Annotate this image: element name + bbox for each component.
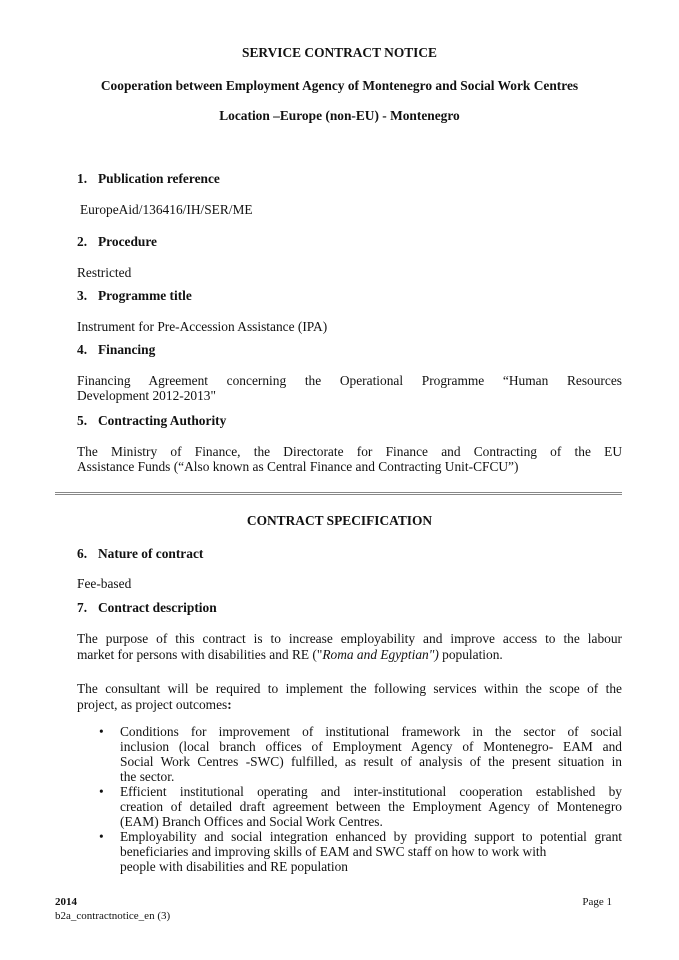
text-run: population.	[438, 647, 503, 662]
financing-line-2: Development 2012-2013"	[77, 388, 216, 403]
financing-line-1: Financing Agreement concerning the Operational Programme “Human Resources	[77, 373, 622, 388]
list-item-line: (EAM) Branch Offices and Social Work Centres.	[120, 814, 383, 829]
publication-reference-value: EuropeAid/136416/IH/SER/ME	[80, 202, 253, 217]
text-run: project, as project outcomes	[77, 697, 228, 712]
section-heading-contracting-authority	[77, 413, 226, 428]
section-heading-financing	[77, 342, 155, 357]
section-heading-contract-description	[77, 600, 217, 615]
programme-title-value: Instrument for Pre-Accession Assistance (IPA)	[77, 319, 328, 334]
list-item-line: the sector.	[120, 769, 175, 784]
section-number: 1.	[77, 171, 88, 186]
section-title: Publication reference	[98, 171, 220, 186]
document-subtitle: Cooperation between Employment Agency of Montenegro and Social Work Centres	[100, 78, 579, 93]
list-item-line: creation of detailed draft agreement between the Employment Agency of Montenegro	[120, 799, 622, 814]
document-location: Location –Europe (non-EU) - Montenegro	[219, 108, 460, 123]
description-para-2-line-1: The consultant will be required to implement the following services within the scope of the	[77, 681, 622, 696]
section-number: 4.	[77, 342, 88, 357]
section-number: 7.	[77, 600, 88, 615]
list-item-line: Efficient institutional operating and inter-institutional cooperation established by	[120, 784, 622, 799]
text-run-bold: :	[227, 697, 232, 712]
section-heading-procedure	[77, 234, 157, 249]
nature-of-contract-value: Fee-based	[77, 576, 132, 591]
list-item	[77, 724, 622, 784]
outcomes-list	[77, 724, 622, 874]
description-para-1-line-1: The purpose of this contract is to increase employability and improve access to the labour	[77, 631, 622, 646]
footer-year: 2014	[55, 896, 77, 908]
section-title: Contract description	[98, 600, 217, 615]
section-heading-programme-title	[77, 288, 192, 303]
contracting-authority-line-1: The Ministry of Finance, the Directorate for Finance and Contracting of the EU	[77, 444, 622, 459]
section-divider	[55, 492, 622, 495]
section-heading-nature-of-contract	[77, 546, 203, 561]
section-title: Nature of contract	[98, 546, 204, 561]
section-title: Contracting Authority	[98, 413, 227, 428]
section-number: 2.	[77, 234, 88, 249]
footer-page-number: Page 1	[582, 896, 612, 908]
section-number: 3.	[77, 288, 88, 303]
section-title: Programme title	[98, 288, 192, 303]
section-title: Financing	[98, 342, 156, 357]
document-title: SERVICE CONTRACT NOTICE	[242, 45, 437, 60]
text-run-italic: Roma and Egyptian")	[322, 647, 439, 662]
contract-specification-title: CONTRACT SPECIFICATION	[246, 513, 433, 528]
procedure-value: Restricted	[77, 265, 132, 280]
bullet-icon: •	[99, 829, 104, 844]
section-number: 5.	[77, 413, 88, 428]
section-title: Procedure	[98, 234, 158, 249]
list-item	[77, 829, 622, 874]
list-item-line: Employability and social integration enhanced by providing support to potential grant	[120, 829, 622, 844]
list-item-line: Conditions for improvement of institutional framework in the sector of social	[120, 724, 622, 739]
footer-filename: b2a_contractnotice_en (3)	[55, 910, 171, 922]
description-para-2-line-2	[77, 697, 622, 712]
section-number: 6.	[77, 546, 88, 561]
list-item-line: beneficiaries and improving skills of EAM and SWC staff on how to work with	[120, 844, 547, 859]
bullet-icon: •	[99, 724, 104, 739]
section-heading-publication-reference	[77, 171, 220, 186]
list-item-line: inclusion (local branch offices of Employment Agency of Montenegro- EAM and	[120, 739, 622, 754]
list-item-line: Social Work Centres -SWC) fulfilled, as result of analysis of the present situation in	[120, 754, 622, 769]
bullet-icon: •	[99, 784, 104, 799]
list-item-line: people with disabilities and RE population	[120, 859, 348, 874]
contracting-authority-line-2: Assistance Funds (“Also known as Central Finance and Contracting Unit-CFCU”)	[77, 459, 519, 474]
list-item	[77, 784, 622, 829]
text-run: market for persons with disabilities and RE ("	[77, 647, 323, 662]
description-para-1-line-2	[77, 647, 622, 662]
